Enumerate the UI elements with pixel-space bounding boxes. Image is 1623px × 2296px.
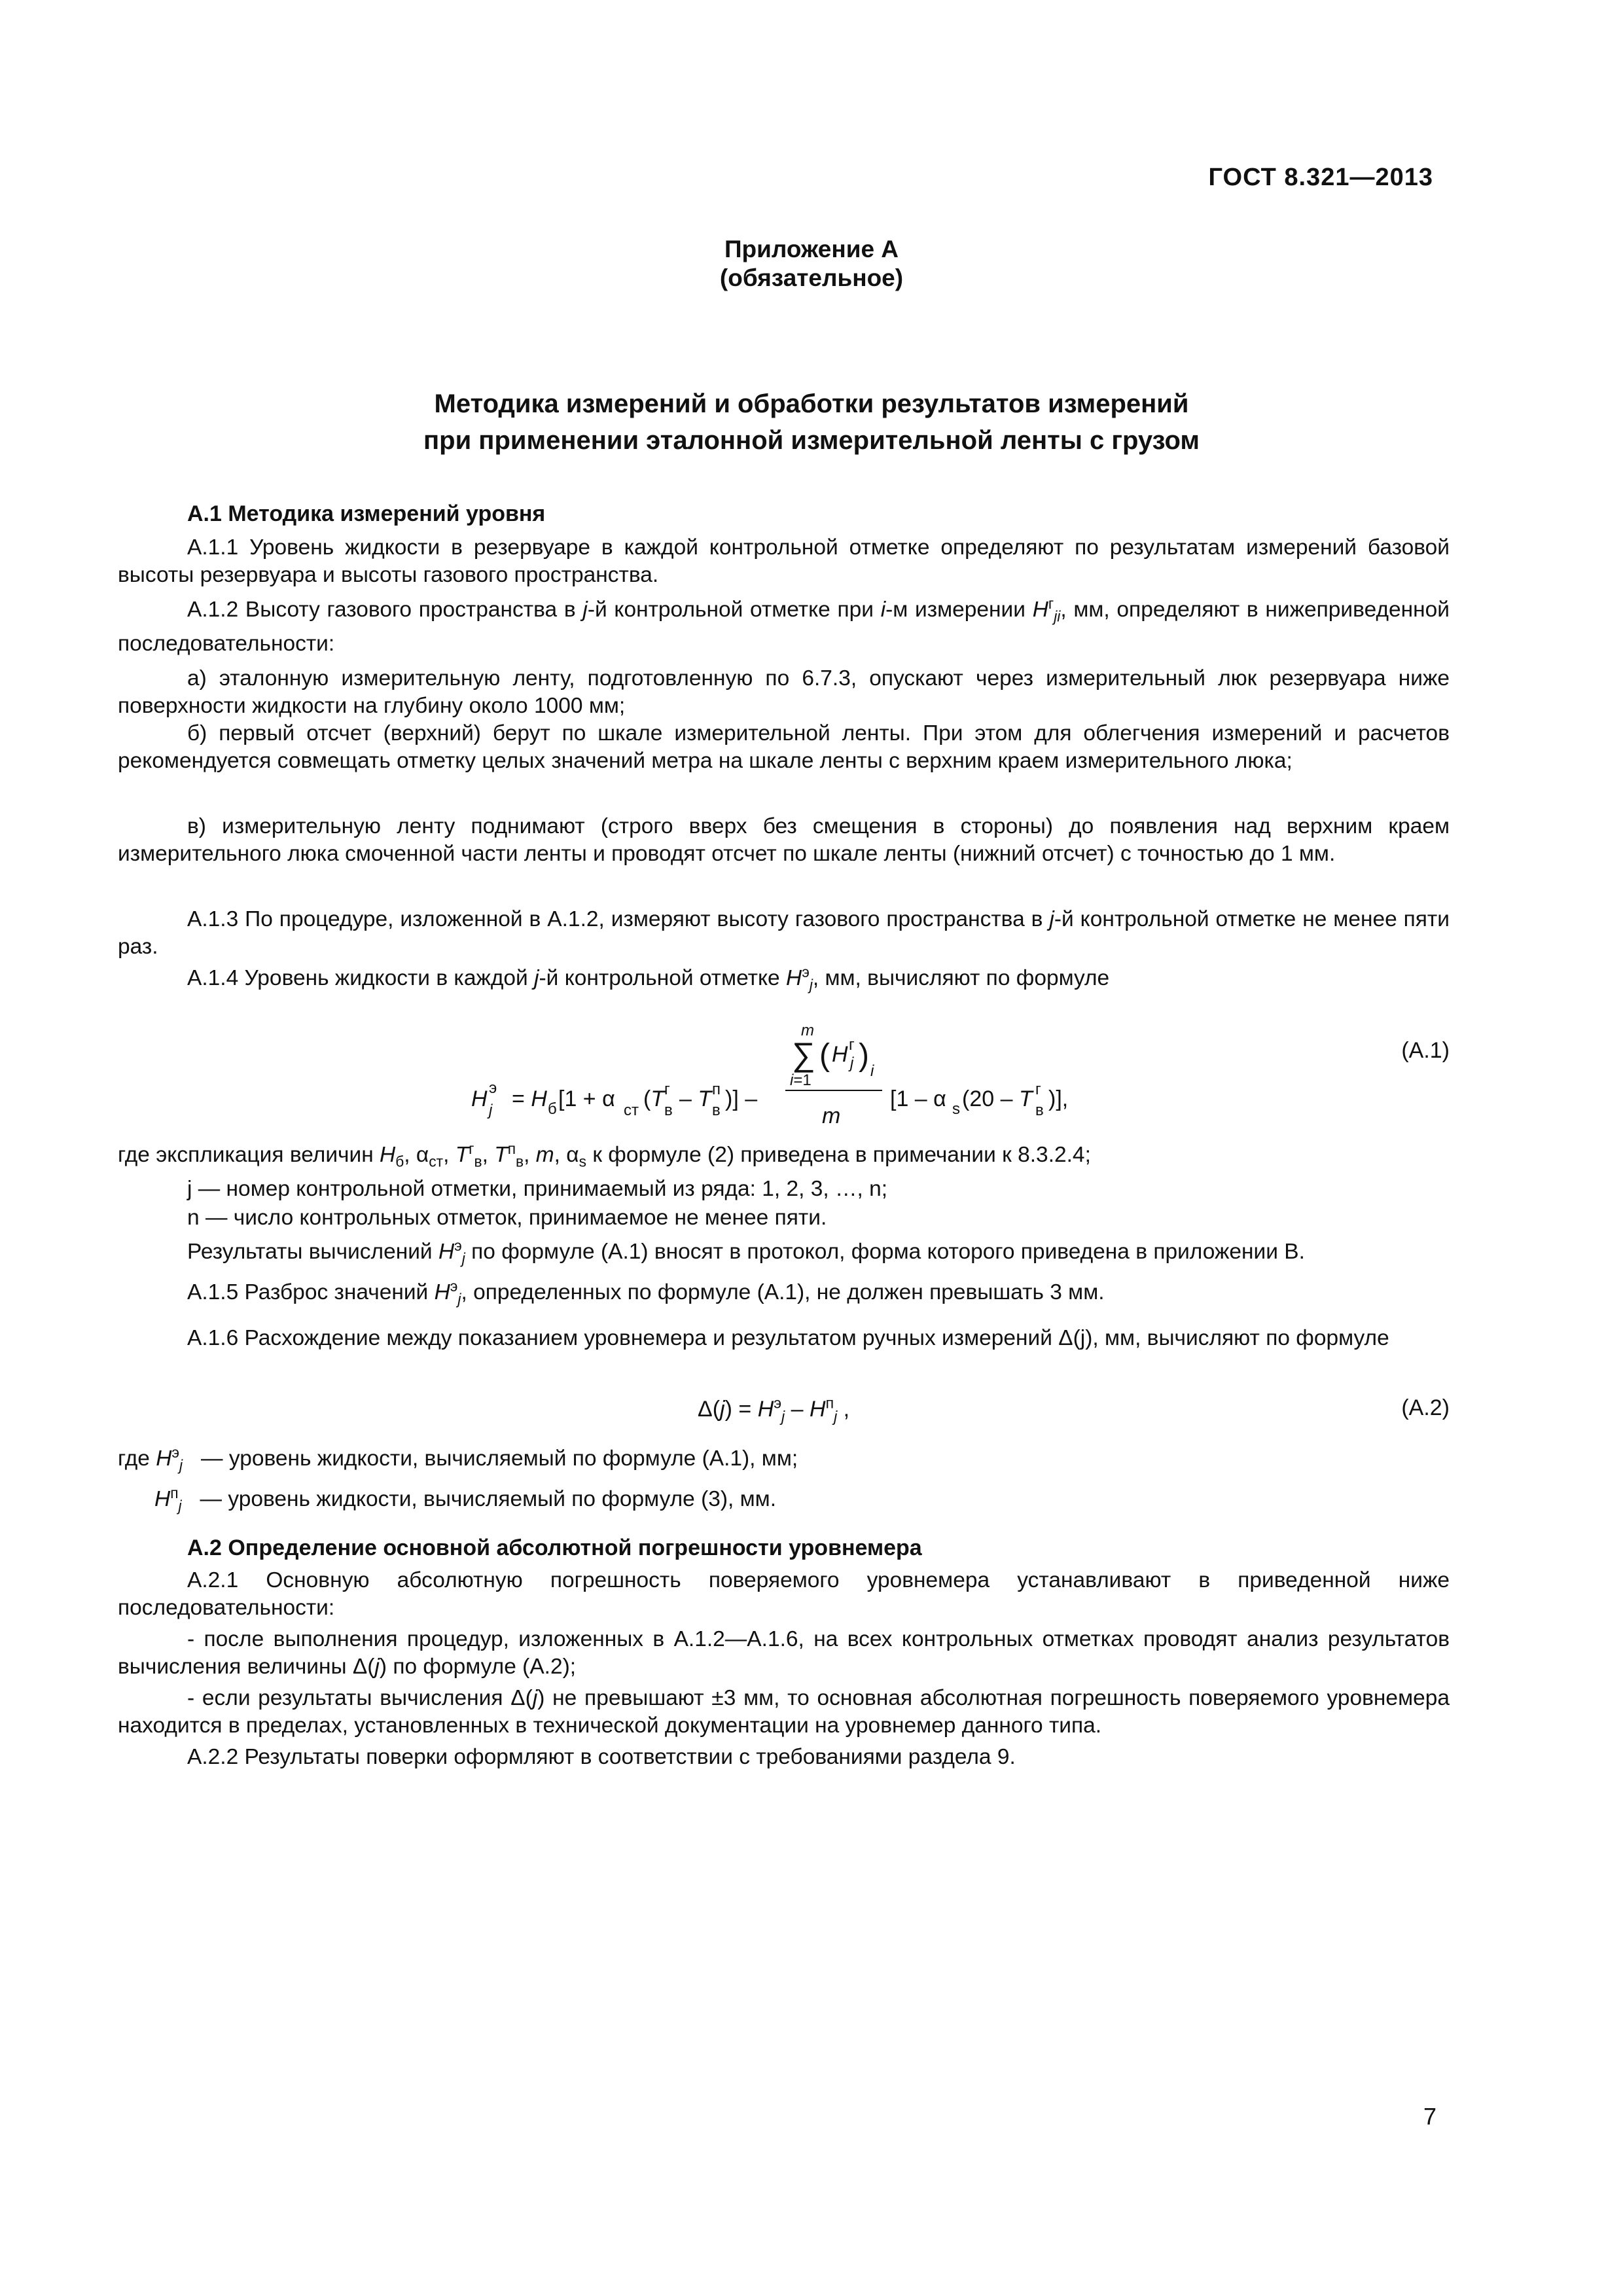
svg-text:(: ( [819, 1038, 830, 1073]
dash-item-1: - после выполнения процедур, изложенных в А.1.2—А.1.6, на всех контрольных отметках проводят анализ результатов вычисления величины Δ(j) по формуле (А.2); [118, 1627, 1450, 1679]
svg-text:H: H [832, 1042, 848, 1067]
svg-text:(T: (T [643, 1086, 665, 1111]
svg-text:)] –: )] – [725, 1086, 758, 1111]
equation-number-a1: (А.1) [1401, 1038, 1450, 1063]
svg-text:): ) [859, 1038, 869, 1073]
formula-a2: $\Delta(j) = H^э_j - H^п_j$ , [698, 1394, 850, 1425]
appendix-label: Приложение А [724, 236, 899, 262]
svg-text:э: э [489, 1079, 497, 1097]
svg-text:г: г [1035, 1081, 1041, 1098]
svg-text:m: m [801, 1022, 814, 1039]
list-item-a: а) эталонную измерительную ленту, подготовленную по 6.7.3, опускают через измерительный люк резервуара ниже поверхности жидкости на глубину около 1000 мм; [118, 666, 1450, 718]
svg-text:∑: ∑ [792, 1036, 815, 1073]
svg-text:в: в [664, 1102, 673, 1119]
svg-text:j: j [850, 1054, 854, 1072]
list-item-v: в) измерительную ленту поднимают (строго вверх без смещения в стороны) до появления над верхним краем измерительного люка смоченной части ленты и проводят отсчет по шкале ленты (нижний отсчет) с точностью до 1 мм. [118, 814, 1450, 866]
paragraph-a1-6: А.1.6 Расхождение между показанием уровнемера и результатом ручных измерений Δ(j), мм, вычисляют по формуле [187, 1326, 1389, 1350]
document-title-line1: Методика измерений и обработки результатов измерений [434, 389, 1189, 418]
svg-text:j: j [489, 1102, 493, 1119]
paragraph-a2-1: А.2.1 Основную абсолютную погрешность поверяемого уровнемера устанавливают в приведенной ниже последовательности: [118, 1568, 1450, 1620]
paragraph-a1-1: А.1.1 Уровень жидкости в резервуаре в каждой контрольной отметке определяют по результатам измерений базовой высоты резервуара и высоты газового пространства. [118, 535, 1450, 587]
list-item-b: б) первый отсчет (верхний) берут по шкале измерительной ленты. При этом для облегчения измерений и расчетов рекомендуется совмещать отметку целых значений метра на шкале ленты с верхним краем измерительного люка; [118, 721, 1450, 773]
svg-text:s: s [952, 1100, 960, 1118]
svg-text:[1 – α: [1 – α [890, 1086, 946, 1111]
paragraph-a1-2: А.1.2 Высоту газового пространства в j-й контрольной отметке при i-м измерении $H^г_{ji}$, мм, определяют в нижеприведенной последовательности: [118, 594, 1450, 656]
svg-text:г: г [849, 1036, 855, 1054]
document-title-line2: при применении эталонной измерительной ленты с грузом [423, 426, 1200, 455]
svg-text:i=1: i=1 [790, 1071, 812, 1089]
page-number: 7 [1423, 2103, 1436, 2130]
paragraph-a1-3: А.1.3 По процедуре, изложенной в А.1.2, измеряют высоту газового пространства в j-й контрольной отметке не менее пяти раз. [118, 907, 1450, 959]
svg-text:в: в [712, 1102, 721, 1119]
svg-text:г: г [664, 1081, 670, 1098]
svg-text:ст: ст [624, 1102, 639, 1119]
svg-text:i: i [870, 1062, 874, 1080]
results-line: Результаты вычислений $H^э_j$ по формуле (А.1) вносят в протокол, форма которого приведена в приложении В. [187, 1236, 1305, 1267]
svg-text:в: в [1035, 1102, 1044, 1119]
svg-text:H: H [471, 1086, 488, 1111]
equation-number-a2: (А.2) [1401, 1395, 1450, 1420]
svg-text:– T: – T [679, 1086, 712, 1111]
svg-text:)],: )], [1048, 1086, 1069, 1111]
svg-text:п: п [712, 1081, 721, 1098]
appendix-status: (обязательное) [719, 264, 904, 291]
svg-text:m: m [822, 1103, 841, 1128]
paragraph-a1-4: А.1.4 Уровень жидкости в каждой j-й контрольной отметке $H^э_j$, мм, вычисляют по формуле [187, 963, 1110, 994]
svg-text:б: б [548, 1100, 557, 1118]
standard-header: ГОСТ 8.321—2013 [1208, 164, 1433, 191]
formula-a1 [458, 1008, 1139, 1139]
n-definition: n — число контрольных отметок, принимаемое не менее пяти. [187, 1206, 827, 1230]
section-a1-heading: А.1 Методика измерений уровня [187, 501, 546, 526]
dash-item-2: - если результаты вычисления Δ(j) не превышают ±3 мм, то основная абсолютная погрешность поверяемого уровнемера находится в пределах, установленных в технической документации на уровнемер данного типа. [118, 1686, 1450, 1738]
paragraph-a1-5: А.1.5 Разброс значений $H^э_j$, определенных по формуле (А.1), не должен превышать 3 мм. [187, 1277, 1105, 1308]
svg-text:(20 – T: (20 – T [962, 1086, 1033, 1111]
j-definition: j — номер контрольной отметки, принимаемый из ряда: 1, 2, 3, …, n; [187, 1177, 888, 1201]
svg-text:= H: = H [512, 1086, 547, 1111]
section-a2-heading: А.2 Определение основной абсолютной погрешности уровнемера [187, 1535, 922, 1560]
explication-line: где экспликация величин $H_б$, $\alpha_{ст}$, $T^г_в$, $T^п_в$, m, $\alpha_s$ к формуле (2) приведена в примечании к 8.3.2.4; [118, 1139, 1091, 1170]
where-line-1: где $H^э_j$ — уровень жидкости, вычисляемый по формуле (А.1), мм; [118, 1443, 798, 1474]
paragraph-a2-2: А.2.2 Результаты поверки оформляют в соответствии с требованиями раздела 9. [187, 1745, 1016, 1769]
where-line-2: $H^п_j$ — уровень жидкости, вычисляемый по формуле (3), мм. [154, 1484, 777, 1515]
svg-text:[1 + α: [1 + α [558, 1086, 615, 1111]
